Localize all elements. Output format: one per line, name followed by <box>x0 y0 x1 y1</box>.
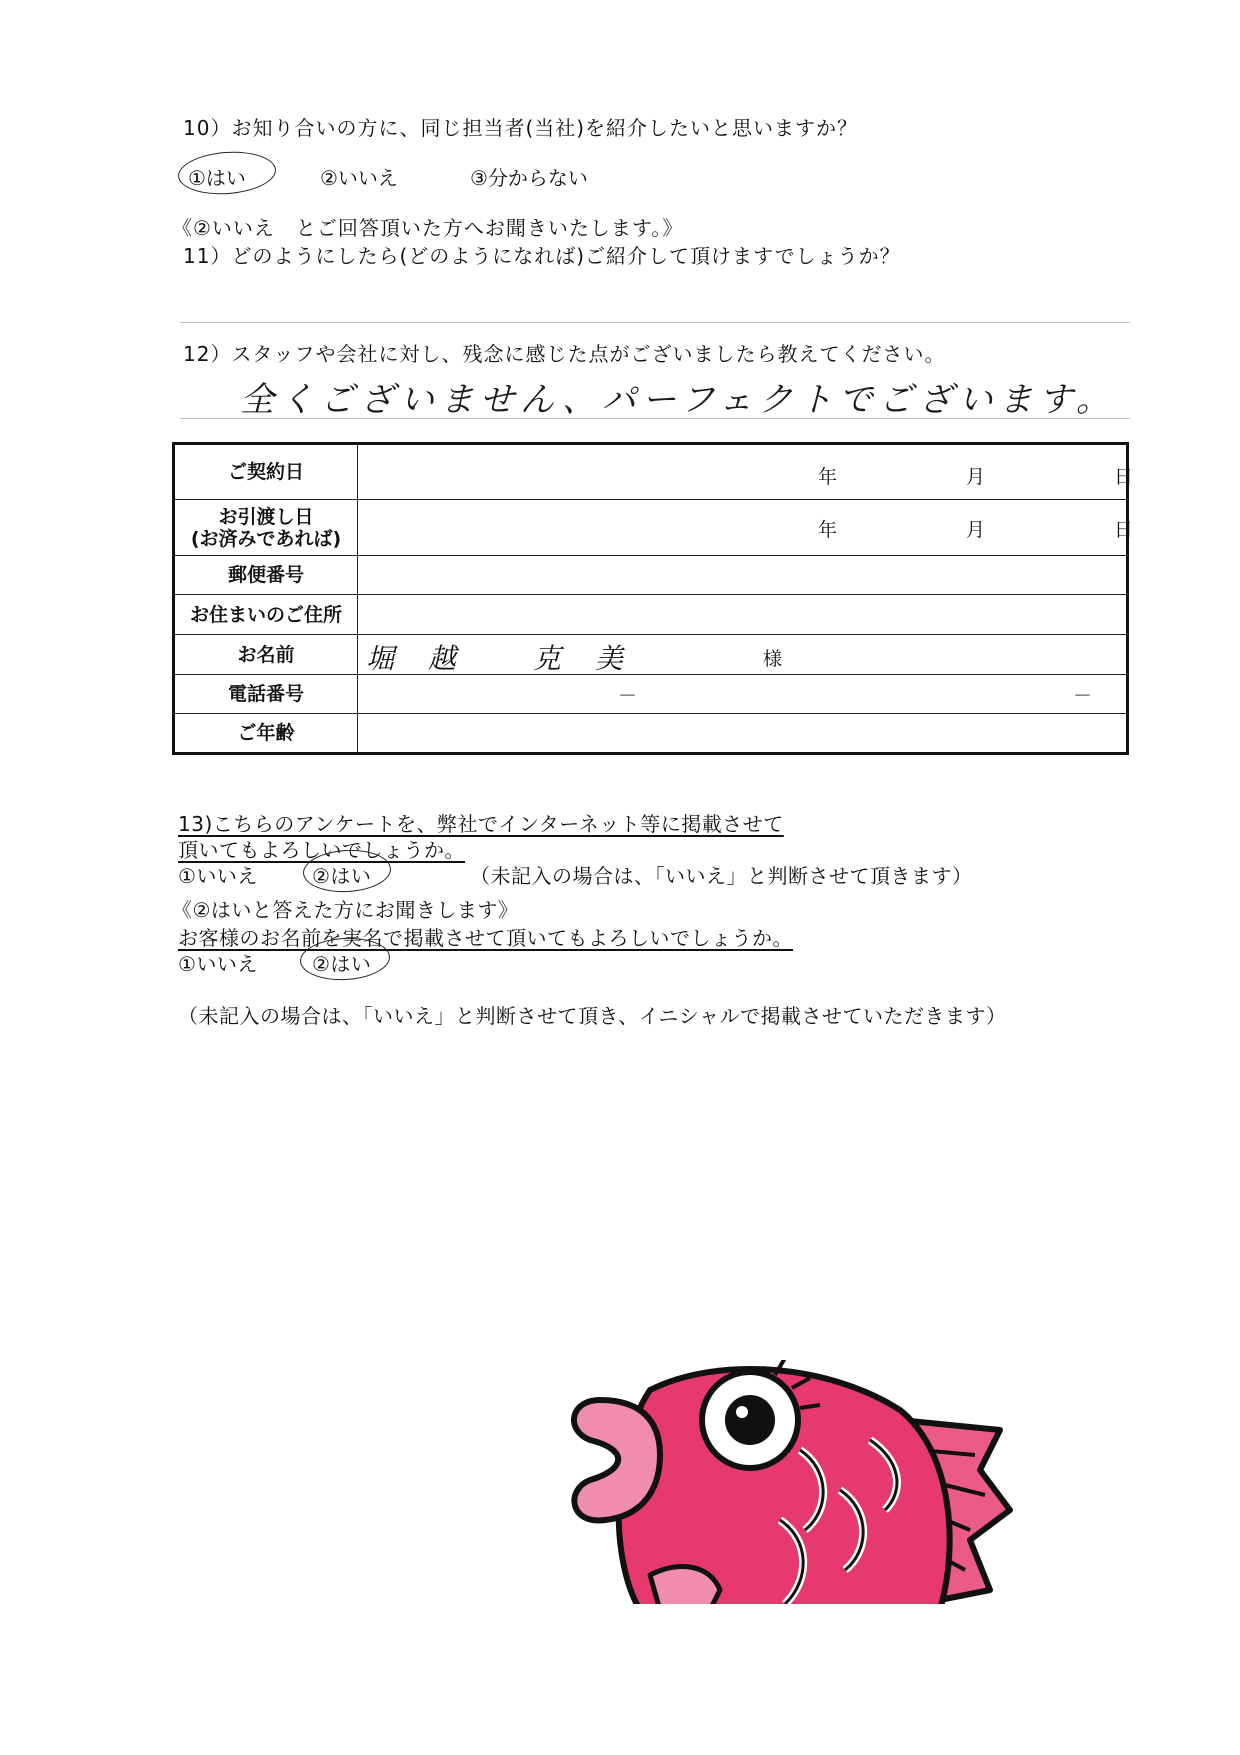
postal-row <box>174 556 1128 595</box>
address-row <box>174 595 1128 635</box>
handover-month-label: 月 <box>966 519 986 541</box>
q13-option-yes[interactable]: ②はい <box>312 864 372 888</box>
q10-option-no[interactable]: ②いいえ <box>320 166 398 190</box>
name-field[interactable] <box>358 635 1128 675</box>
handover-date-row <box>174 500 1128 556</box>
contract-day-label: 日 <box>1114 466 1134 488</box>
q11-question: 11）どのようにしたら(どのようになれば)ご紹介して頂けますでしょうか？ <box>183 244 901 268</box>
age-row <box>174 714 1128 754</box>
contract-date-label: ご契約日 <box>174 444 358 500</box>
q12-answer-line <box>180 418 1130 419</box>
q13-option-no[interactable]: ①いいえ <box>178 864 258 888</box>
phone-separator-1: － <box>618 685 638 707</box>
sea-bream-mascot-icon <box>570 1360 1030 1610</box>
name-label: お名前 <box>174 635 358 675</box>
q10-question: 10）お知り合いの方に、同じ担当者(当社)を紹介したいと思いますか？ <box>183 116 859 140</box>
contract-date-row <box>174 444 1128 500</box>
age-label: ご年齢 <box>174 714 358 754</box>
handover-day-label: 日 <box>1114 519 1134 541</box>
name-row <box>174 635 1128 675</box>
phone-separator-2: － <box>1073 685 1093 707</box>
q11-note: 《②いいえ とご回答頂いた方へお聞きいたします。》 <box>172 216 684 240</box>
q12-handwritten-answer[interactable]: 全くございません、パーフェクトでございます。 <box>240 380 1116 420</box>
q10-option-yes[interactable]: ①はい <box>188 166 246 190</box>
name-honorific: 様 <box>763 648 783 670</box>
q10-option-unknown[interactable]: ③分からない <box>470 166 588 190</box>
contract-year-label: 年 <box>818 466 838 488</box>
handover-year-label: 年 <box>818 519 838 541</box>
q13b-question: お客様のお名前を実名で掲載させて頂いてもよろしいでしょうか。 <box>178 926 793 950</box>
handover-date-field[interactable] <box>358 500 1134 556</box>
q13-note: （未記入の場合は、「いいえ」と判断させて頂きます） <box>470 864 973 888</box>
customer-info-table <box>172 442 1134 755</box>
footer-note: （未記入の場合は、「いいえ」と判断させて頂き、イニシャルで掲載させていただきます） <box>178 1004 1007 1028</box>
phone-label: 電話番号 <box>174 675 358 714</box>
handover-label-main: お引渡し日 <box>218 505 314 528</box>
q13b-option-no[interactable]: ①いいえ <box>178 952 258 976</box>
age-field[interactable] <box>358 714 1128 754</box>
q12-question: 12）スタッフや会社に対し、残念に感じた点がございましたら教えてください。 <box>183 342 946 366</box>
q13b-intro: 《②はいと答えた方にお聞きします》 <box>172 898 519 922</box>
phone-field[interactable] <box>358 675 1128 714</box>
q11-answer-line <box>180 322 1130 323</box>
contract-date-field[interactable] <box>358 444 1134 500</box>
handover-label-sub: (お済みであれば) <box>190 527 342 550</box>
q13b-option-yes[interactable]: ②はい <box>312 952 372 976</box>
contract-month-label: 月 <box>966 466 986 488</box>
postal-field[interactable] <box>358 556 1128 595</box>
phone-row <box>174 675 1128 714</box>
q13-question-line1: 13)こちらのアンケートを、弊社でインターネット等に掲載させて <box>178 812 784 836</box>
address-label: お住まいのご住所 <box>174 595 358 635</box>
postal-label: 郵便番号 <box>174 556 358 595</box>
name-handwritten-value: 堀越 克美 <box>366 642 657 675</box>
handover-date-label <box>174 500 358 556</box>
q10-selection-circle <box>177 149 278 198</box>
q13-question-line2: 頂いてもよろしいでしょうか。 <box>178 838 465 862</box>
address-field[interactable] <box>358 595 1128 635</box>
